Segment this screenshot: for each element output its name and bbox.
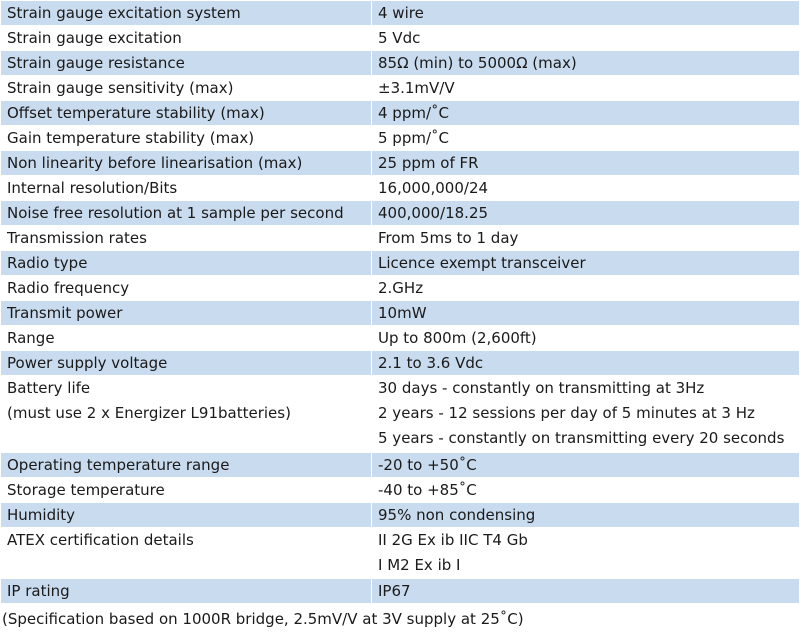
spec-row <box>1 326 800 351</box>
spec-value: 5 Vdc <box>372 26 800 51</box>
spec-label: Strain gauge sensitivity (max) <box>1 76 372 101</box>
spec-row <box>1 201 800 226</box>
spec-label: Radio type <box>1 251 372 276</box>
spec-value: 2.GHz <box>372 276 800 301</box>
spec-label: Humidity <box>1 502 372 527</box>
spec-row <box>1 26 800 51</box>
spec-row <box>1 1 800 26</box>
spec-label-line <box>7 553 365 578</box>
spec-value: 85Ω (min) to 5000Ω (max) <box>372 51 800 76</box>
spec-value-line: 30 days - constantly on transmitting at 3Hz <box>378 379 705 397</box>
spec-value-line: II 2G Ex ib IIC T4 Gb <box>378 530 528 549</box>
spec-value: 95% non condensing <box>372 502 800 527</box>
spec-label <box>1 527 372 578</box>
spec-label-line <box>7 426 365 451</box>
spec-row <box>1 452 800 477</box>
spec-value: ±3.1mV/V <box>372 76 800 101</box>
spec-row <box>1 176 800 201</box>
spec-value-line: 2 years - 12 sessions per day of 5 minutes at 3 Hz <box>378 404 755 423</box>
spec-value: 5 ppm/˚C <box>372 126 800 151</box>
spec-label: Storage temperature <box>1 477 372 502</box>
spec-row <box>1 351 800 376</box>
spec-row <box>1 76 800 101</box>
spec-label: Strain gauge excitation system <box>1 1 372 26</box>
spec-value: Up to 800m (2,600ft) <box>372 326 800 351</box>
specification-footnote: (Specification based on 1000R bridge, 2.5mV/V at 3V supply at 25˚C) <box>2 609 524 628</box>
spec-value: 25 ppm of FR <box>372 151 800 176</box>
spec-value: 400,000/18.25 <box>372 201 800 226</box>
spec-value: 2.1 to 3.6 Vdc <box>372 351 800 376</box>
spec-row <box>1 477 800 502</box>
spec-value: 10mW <box>372 301 800 326</box>
spec-row <box>1 226 800 251</box>
spec-row <box>1 276 800 301</box>
spec-value: -20 to +50˚C <box>372 452 800 477</box>
atex-row <box>1 527 800 578</box>
spec-value-line: I M2 Ex ib I <box>378 555 461 574</box>
spec-value <box>372 376 800 453</box>
spec-row <box>1 151 800 176</box>
spec-value: From 5ms to 1 day <box>372 226 800 251</box>
spec-label: Gain temperature stability (max) <box>1 126 372 151</box>
spec-label: Operating temperature range <box>1 452 372 477</box>
spec-label-line: Battery life <box>7 379 91 397</box>
spec-row <box>1 251 800 276</box>
spec-row <box>1 578 800 603</box>
spec-label-line: ATEX certification details <box>7 530 194 549</box>
spec-label: Range <box>1 326 372 351</box>
spec-row <box>1 502 800 527</box>
spec-value-line: 5 years - constantly on transmitting every 20 seconds <box>378 429 785 448</box>
spec-label: Offset temperature stability (max) <box>1 101 372 126</box>
spec-value: IP67 <box>372 578 800 603</box>
spec-value: Licence exempt transceiver <box>372 251 800 276</box>
spec-value: 4 wire <box>372 1 800 26</box>
spec-row <box>1 126 800 151</box>
spec-value: -40 to +85˚C <box>372 477 800 502</box>
spec-label: Radio frequency <box>1 276 372 301</box>
spec-label: Strain gauge excitation <box>1 26 372 51</box>
spec-label: Power supply voltage <box>1 351 372 376</box>
spec-label: Internal resolution/Bits <box>1 176 372 201</box>
spec-label <box>1 376 372 453</box>
battery-life-row <box>1 376 800 453</box>
spec-row <box>1 101 800 126</box>
spec-label-line: (must use 2 x Energizer L91batteries) <box>7 404 291 423</box>
spec-label: Non linearity before linearisation (max) <box>1 151 372 176</box>
spec-value <box>372 527 800 578</box>
spec-label: Transmission rates <box>1 226 372 251</box>
spec-value: 16,000,000/24 <box>372 176 800 201</box>
spec-value: 4 ppm/˚C <box>372 101 800 126</box>
spec-label: Noise free resolution at 1 sample per second <box>1 201 372 226</box>
specification-table-body <box>1 1 800 604</box>
spec-label: IP rating <box>1 578 372 603</box>
spec-row <box>1 51 800 76</box>
spec-row <box>1 301 800 326</box>
spec-label: Transmit power <box>1 301 372 326</box>
spec-label: Strain gauge resistance <box>1 51 372 76</box>
